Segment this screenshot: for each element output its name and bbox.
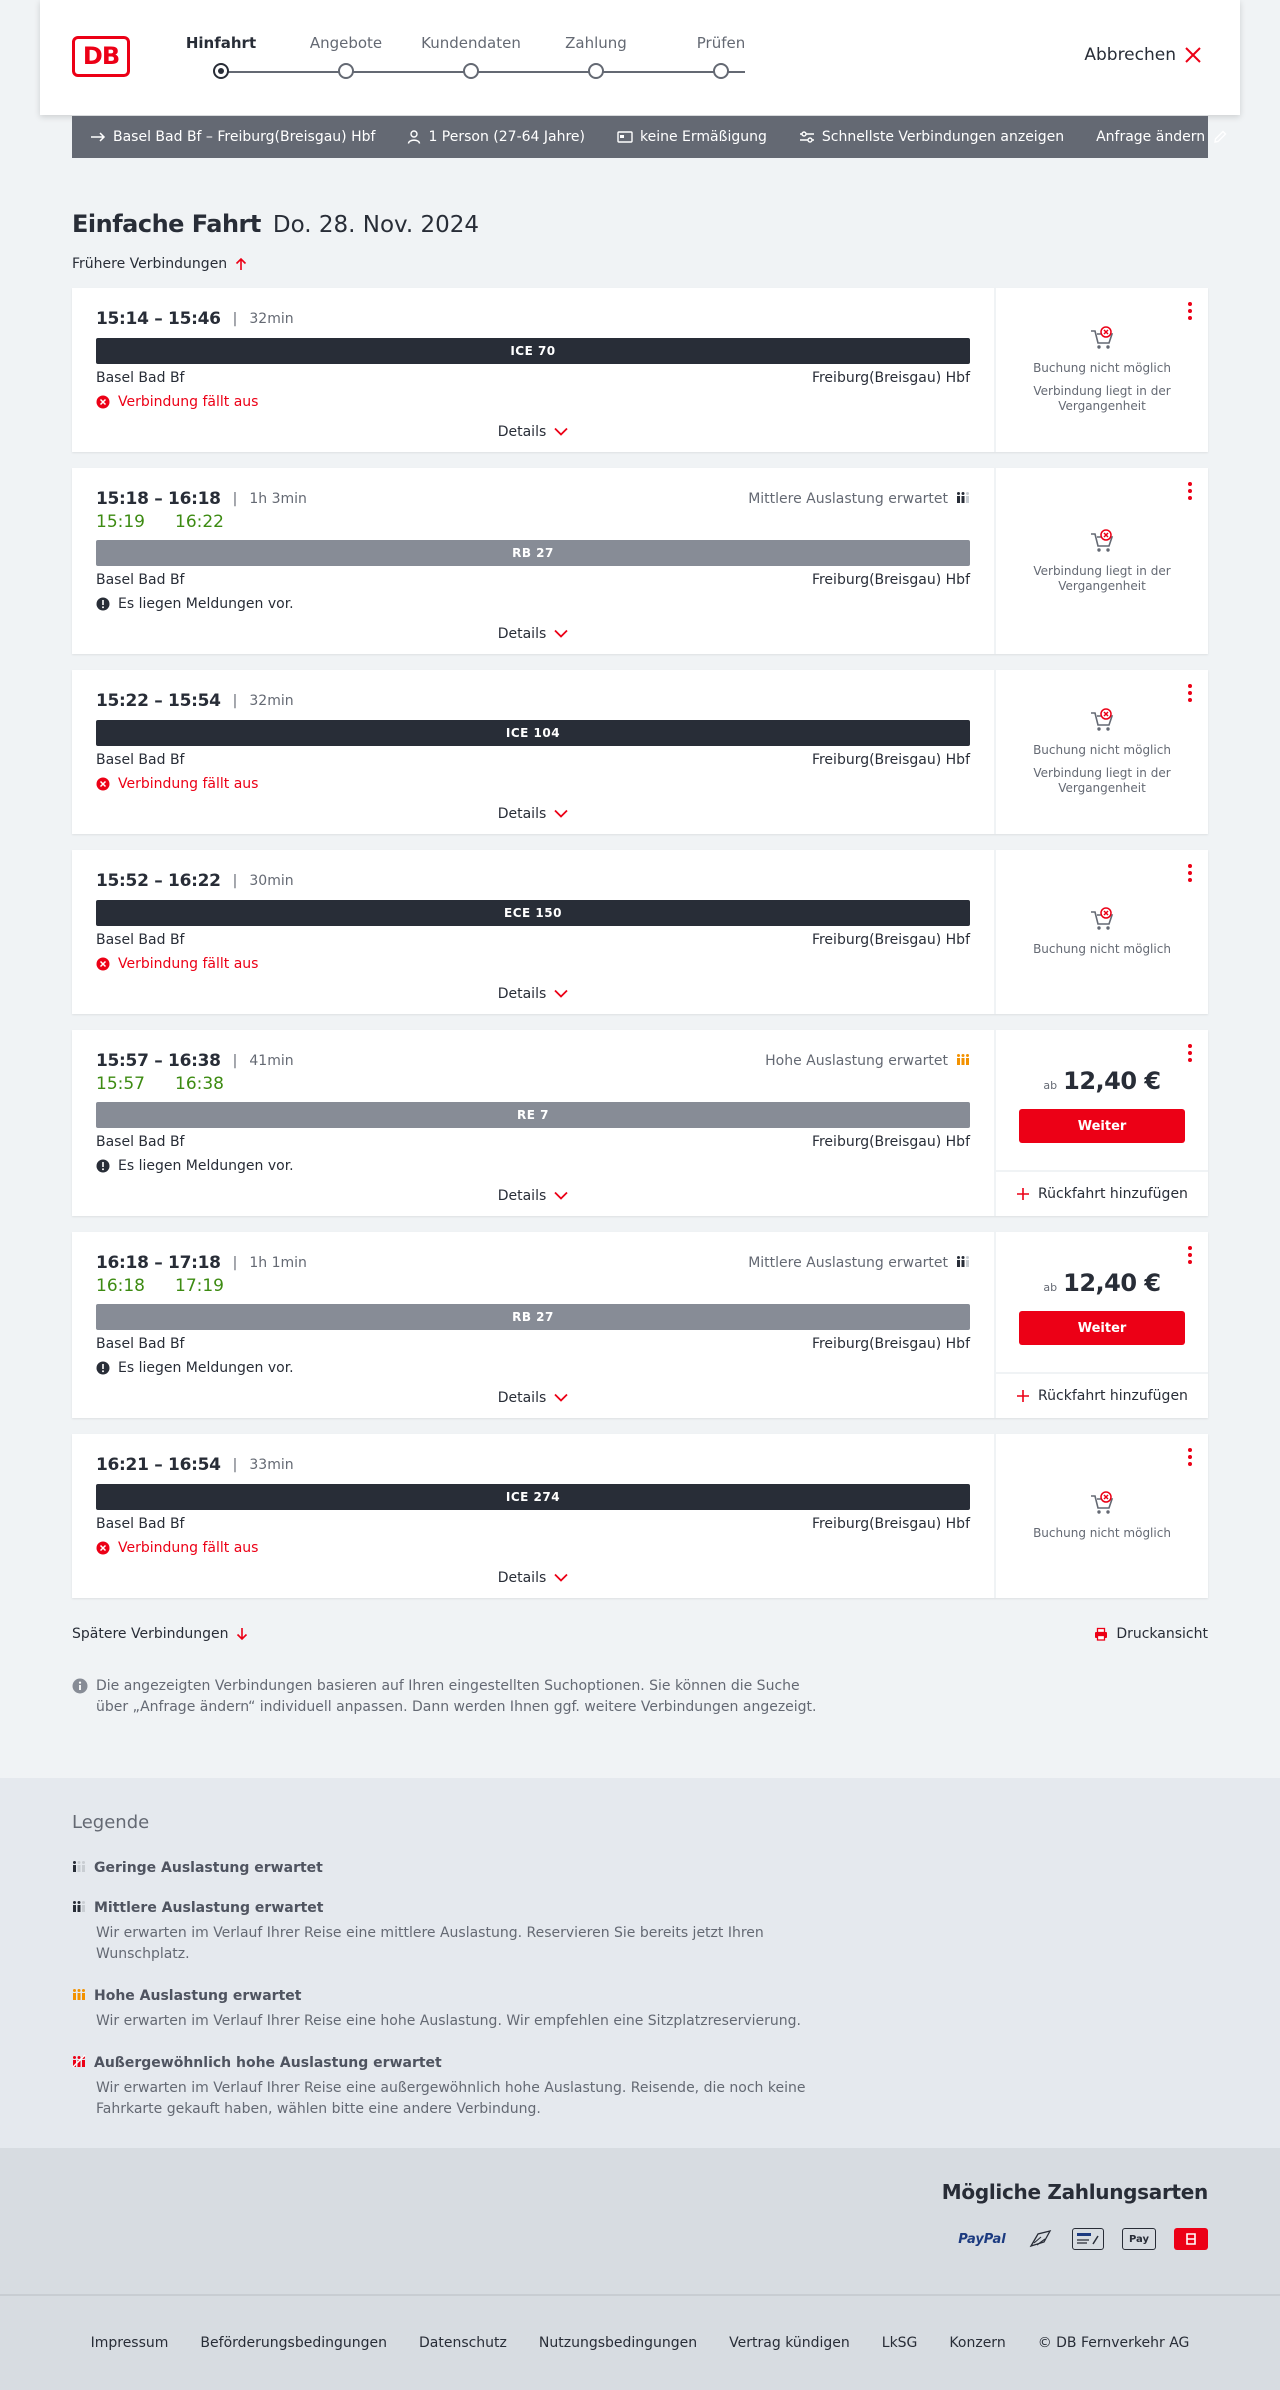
duration: 33min (249, 1457, 294, 1473)
plus-icon (1016, 1187, 1030, 1201)
realtime-departure: 15:57 (96, 1074, 145, 1094)
connection-list (72, 288, 1208, 1598)
stations-row (96, 370, 970, 386)
cancel-button[interactable] (1084, 45, 1202, 65)
planned-times: 16:18 – 17:18 (96, 1253, 221, 1273)
error-icon (96, 777, 110, 791)
step-dot (463, 63, 479, 79)
cancellation-message (96, 394, 970, 410)
train-bar[interactable]: ICE 70 (96, 338, 970, 364)
change-search-button[interactable] (1096, 129, 1227, 145)
legend-title-text: Außergewöhnlich hohe Auslastung erwartet (94, 2055, 442, 2071)
step-dot (713, 63, 729, 79)
legend (72, 1812, 1208, 2120)
legend-items (72, 1859, 1208, 2120)
passenger-text: 1 Person (27-64 Jahre) (428, 129, 585, 145)
connection-info (72, 1030, 996, 1216)
price-prefix: ab (1043, 1079, 1058, 1092)
occupancy-icon (956, 1254, 970, 1272)
chevron-down-icon (554, 1570, 568, 1586)
details-label: Details (497, 806, 547, 822)
info-text: Die angezeigten Verbindungen basieren auf Ihren eingestellten Suchoptionen. Sie können die Suche über „Anfrage ändern“ individuell anpassen. Dann werden Ihnen ggf. weitere Verbindungen angezeigt. (96, 1678, 817, 1715)
occupancy-label: Mittlere Auslastung erwartet (748, 491, 948, 507)
duration: 1h 1min (249, 1255, 307, 1271)
trip-type-title: Einfache Fahrt (72, 210, 261, 238)
step-zahlung (536, 34, 656, 79)
duration: 30min (249, 873, 294, 889)
cart-unavailable-icon (1089, 708, 1115, 737)
footer-link[interactable]: Nutzungsbedingungen (538, 2335, 698, 2351)
unavailable-text: Verbindung liegt in der Vergangenheit (1033, 563, 1171, 593)
duration: 32min (249, 693, 294, 709)
message-text: Es liegen Meldungen vor. (118, 1360, 294, 1376)
search-summary-bar (72, 116, 1208, 158)
error-icon (96, 1541, 110, 1555)
legend-title-text: Hohe Auslastung erwartet (94, 1988, 302, 2004)
legend-item (72, 2054, 1208, 2120)
info-note (72, 1676, 832, 1778)
cancellation-message (96, 776, 970, 792)
occupancy-icon (956, 1052, 970, 1070)
train-bar[interactable]: ICE 104 (96, 720, 970, 746)
stations-row (96, 572, 970, 588)
unavailable-reason: Verbindung liegt in der Vergangenheit (1033, 766, 1171, 795)
occupancy-label: Hohe Auslastung erwartet (765, 1053, 948, 1069)
legend-item-title (72, 2054, 1208, 2072)
legend-title-text: Mittlere Auslastung erwartet (94, 1900, 324, 1916)
destination-station: Freiburg(Breisgau) Hbf (811, 1516, 970, 1532)
connection-card (72, 670, 1208, 834)
separator: | (232, 311, 238, 327)
connection-info (72, 288, 996, 452)
time-row (96, 488, 970, 510)
connection-info (72, 1232, 996, 1418)
origin-station: Basel Bad Bf (96, 370, 185, 386)
message-text: Es liegen Meldungen vor. (118, 596, 294, 612)
passenger-summary (407, 129, 585, 145)
header (0, 0, 1280, 145)
connection-info (72, 850, 996, 1014)
arrow-up-icon (235, 257, 247, 271)
earlier-connections-link[interactable] (72, 256, 247, 272)
occupancy-indicator (765, 1052, 970, 1070)
booking-unavailable (996, 850, 1208, 1014)
separator: | (232, 873, 238, 889)
connection-card (72, 1232, 1208, 1418)
price-value: 12,40 € (1063, 1269, 1161, 1297)
pencil-icon (1213, 130, 1227, 144)
discount-text: keine Ermäßigung (640, 129, 767, 145)
stations-row (96, 1134, 970, 1150)
cart-unavailable-icon (1089, 1491, 1115, 1520)
legend-title-text: Geringe Auslastung erwartet (94, 1860, 323, 1876)
sepa-icon (1072, 2228, 1104, 2250)
separator: | (232, 1053, 238, 1069)
chevron-down-icon (554, 806, 568, 822)
step-hinfahrt (161, 34, 281, 79)
step-label: Kundendaten (421, 34, 521, 52)
train-bar[interactable]: ICE 274 (96, 1484, 970, 1510)
payment-title: Mögliche Zahlungsarten (941, 2180, 1208, 2204)
cancel-label: Abbrechen (1084, 45, 1176, 65)
unavailable-text: Buchung nicht möglich (1033, 942, 1171, 956)
occupancy-indicator (748, 490, 970, 508)
payment-icons (954, 2228, 1208, 2250)
realtime-arrival: 17:19 (175, 1276, 224, 1296)
cancellation-message (96, 956, 970, 972)
details-toggle[interactable] (96, 806, 970, 822)
unavailable-text: Buchung nicht möglich (1033, 743, 1171, 757)
more-options-icon[interactable] (1188, 1044, 1192, 1065)
printer-icon (1094, 1627, 1108, 1641)
booking-panel (996, 468, 1208, 654)
continue-button[interactable]: Weiter (1019, 1109, 1185, 1143)
legend-item (72, 1987, 1208, 2032)
card-icon (617, 131, 633, 143)
alert-icon (96, 1361, 110, 1375)
footer-link[interactable]: Konzern (949, 2335, 1006, 2351)
destination-station: Freiburg(Breisgau) Hbf (811, 1134, 970, 1150)
realtime-departure: 15:19 (96, 512, 145, 532)
chevron-down-icon (554, 1188, 568, 1204)
booking-panel (996, 1232, 1208, 1418)
planned-times: 15:22 – 15:54 (96, 691, 221, 711)
filter-summary (799, 129, 1064, 145)
connection-info (72, 1434, 996, 1598)
time-row (96, 1454, 970, 1476)
connection-card (72, 288, 1208, 452)
planned-times: 16:21 – 16:54 (96, 1455, 221, 1475)
bottom-links (72, 1626, 1208, 1642)
later-connections-link[interactable] (72, 1626, 248, 1642)
step-dot (338, 63, 354, 79)
footer-link: © DB Fernverkehr AG (1037, 2335, 1190, 2351)
booking-panel (996, 670, 1208, 834)
occupancy-icon (72, 1859, 86, 1877)
stations-row (96, 1336, 970, 1352)
error-icon (96, 957, 110, 971)
occupancy-icon (72, 2054, 86, 2072)
more-options-icon[interactable] (1188, 1246, 1192, 1267)
apple-pay-icon (1122, 2228, 1156, 2250)
route-summary (90, 129, 375, 145)
continue-button[interactable]: Weiter (1019, 1311, 1185, 1345)
more-options-icon[interactable] (1188, 864, 1192, 885)
credit-card-icon (1028, 2228, 1054, 2250)
planned-times: 15:57 – 16:38 (96, 1051, 221, 1071)
chevron-down-icon (554, 424, 568, 440)
planned-times: 15:18 – 16:18 (96, 489, 221, 509)
step-pruefen (661, 34, 781, 79)
price (1043, 1067, 1160, 1095)
train-bar[interactable]: RB 27 (96, 540, 970, 566)
price-box (996, 1232, 1208, 1372)
duration: 41min (249, 1053, 294, 1069)
print-view-link[interactable] (1094, 1626, 1208, 1642)
legend-item (72, 1859, 1208, 1877)
step-dot (588, 63, 604, 79)
page-title (72, 210, 1208, 238)
booking-unavailable (996, 288, 1208, 452)
destination-station: Freiburg(Breisgau) Hbf (811, 572, 970, 588)
arrow-down-icon (236, 1627, 248, 1641)
realtime-arrival: 16:38 (175, 1074, 224, 1094)
filter-icon (799, 131, 815, 143)
more-options-icon[interactable] (1188, 302, 1192, 323)
stations-row (96, 932, 970, 948)
chevron-down-icon (554, 1390, 568, 1406)
duration: 32min (249, 311, 294, 327)
stations-row (96, 1516, 970, 1532)
details-toggle[interactable] (96, 424, 970, 440)
realtime-row (96, 1074, 970, 1094)
legend-description: Wir erwarten im Verlauf Ihrer Reise eine außergewöhnlich hohe Auslastung. Reisende, die noch keine Fahrkarte gekauft haben, wählen bitte eine andere Verbindung. (96, 2080, 806, 2117)
time-row (96, 690, 970, 712)
later-label: Spätere Verbindungen (72, 1626, 229, 1642)
origin-station: Basel Bad Bf (96, 752, 185, 768)
booking-panel (996, 1434, 1208, 1598)
notice-message (96, 596, 970, 612)
notice-message (96, 1360, 970, 1376)
planned-times: 15:14 – 15:46 (96, 309, 221, 329)
details-label: Details (497, 424, 547, 440)
message-text: Verbindung fällt aus (118, 1540, 259, 1556)
chevron-down-icon (554, 626, 568, 642)
footer-link[interactable]: Impressum (90, 2335, 169, 2351)
realtime-departure: 16:18 (96, 1276, 145, 1296)
occupancy-indicator (748, 1254, 970, 1272)
booking-panel (996, 288, 1208, 452)
print-label: Druckansicht (1116, 1626, 1208, 1642)
error-icon (96, 395, 110, 409)
discount-summary (617, 129, 767, 145)
step-label: Angebote (309, 34, 383, 52)
details-toggle[interactable] (96, 626, 970, 642)
add-return-trip-button[interactable] (996, 1372, 1208, 1418)
add-return-trip-button[interactable] (996, 1170, 1208, 1216)
destination-station: Freiburg(Breisgau) Hbf (811, 932, 970, 948)
connection-info (72, 468, 996, 654)
origin-station: Basel Bad Bf (96, 932, 185, 948)
more-options-icon[interactable] (1188, 482, 1192, 503)
details-label: Details (497, 1570, 547, 1586)
price-prefix: ab (1043, 1281, 1058, 1294)
cart-unavailable-icon (1089, 326, 1115, 355)
main-content (72, 210, 1208, 1778)
legend-description: Wir erwarten im Verlauf Ihrer Reise eine mittlere Auslastung. Reservieren Sie bereits jetzt Ihren Wunschplatz. (96, 1925, 764, 1962)
footer-link[interactable]: Vertrag kündigen (729, 2335, 850, 2351)
time-row (96, 1050, 970, 1072)
unavailable-reason: Verbindung liegt in der Vergangenheit (1033, 384, 1171, 413)
details-toggle[interactable] (96, 1188, 970, 1204)
details-label: Details (497, 1188, 547, 1204)
details-toggle[interactable] (96, 986, 970, 1002)
more-options-icon[interactable] (1188, 684, 1192, 705)
step-angebote (286, 34, 406, 79)
earlier-label: Frühere Verbindungen (72, 256, 228, 272)
connection-info (72, 670, 996, 834)
stations-row (96, 752, 970, 768)
occupancy-icon (956, 490, 970, 508)
origin-station: Basel Bad Bf (96, 1134, 185, 1150)
time-row (96, 1252, 970, 1274)
db-logo[interactable]: DB (72, 36, 130, 77)
price (1043, 1269, 1160, 1297)
booking-unavailable (996, 1434, 1208, 1598)
cancellation-message (96, 1540, 970, 1556)
step-kundendaten (411, 34, 531, 79)
time-row (96, 870, 970, 892)
occupancy-icon (72, 1899, 86, 1917)
details-toggle[interactable] (96, 1390, 970, 1406)
separator: | (232, 693, 238, 709)
details-label: Details (497, 1390, 547, 1406)
legend-item-title (72, 1987, 1208, 2005)
connection-card (72, 1434, 1208, 1598)
legend-item-title (72, 1899, 1208, 1917)
separator: | (232, 1255, 238, 1271)
step-label: Zahlung (565, 34, 627, 52)
alert-icon (96, 1159, 110, 1173)
footer-link[interactable]: LkSG (881, 2335, 918, 2351)
legend-description: Wir erwarten im Verlauf Ihrer Reise eine hohe Auslastung. Wir empfehlen eine Sitzplatzreservierung. (96, 2013, 801, 2029)
info-icon (72, 1678, 88, 1694)
origin-station: Basel Bad Bf (96, 1336, 185, 1352)
planned-times: 15:52 – 16:22 (96, 871, 221, 891)
realtime-row (96, 1276, 970, 1296)
booking-unavailable (996, 670, 1208, 834)
occupancy-icon (72, 1987, 86, 2005)
return-trip-label: Rückfahrt hinzufügen (1038, 1388, 1188, 1404)
step-label: Hinfahrt (185, 34, 257, 52)
separator: | (232, 1457, 238, 1473)
cart-unavailable-icon (1089, 907, 1115, 936)
destination-station: Freiburg(Breisgau) Hbf (811, 370, 970, 386)
notice-message (96, 1158, 970, 1174)
message-text: Verbindung fällt aus (118, 956, 259, 972)
message-text: Verbindung fällt aus (118, 776, 259, 792)
occupancy-label: Mittlere Auslastung erwartet (748, 1255, 948, 1271)
apple-pay-label: Pay (1128, 2233, 1150, 2245)
plus-icon (1016, 1389, 1030, 1403)
destination-station: Freiburg(Breisgau) Hbf (811, 1336, 970, 1352)
booking-panel (996, 850, 1208, 1014)
train-bar[interactable]: RE 7 (96, 1102, 970, 1128)
price-box (996, 1030, 1208, 1170)
train-bar[interactable]: RB 27 (96, 1304, 970, 1330)
details-label: Details (497, 986, 547, 1002)
origin-station: Basel Bad Bf (96, 1516, 185, 1532)
booking-panel (996, 1030, 1208, 1216)
change-search-label: Anfrage ändern (1096, 129, 1206, 145)
person-icon (407, 130, 421, 144)
close-icon (1184, 46, 1202, 64)
payment-section (0, 2148, 1280, 2294)
alert-icon (96, 597, 110, 611)
header-card (40, 0, 1240, 115)
db-icon (1174, 2228, 1208, 2250)
cart-unavailable-icon (1089, 529, 1115, 558)
progress-stepper (185, 34, 756, 84)
realtime-arrival: 16:22 (175, 512, 224, 532)
trip-date: Do. 28. Nov. 2024 (272, 212, 480, 238)
destination-station: Freiburg(Breisgau) Hbf (811, 752, 970, 768)
origin-station: Basel Bad Bf (96, 572, 185, 588)
time-row (96, 308, 970, 330)
more-options-icon[interactable] (1188, 1448, 1192, 1469)
connection-card (72, 850, 1208, 1014)
chevron-down-icon (554, 986, 568, 1002)
step-dot (213, 63, 229, 79)
arrow-right-icon (90, 132, 106, 142)
train-bar[interactable]: ECE 150 (96, 900, 970, 926)
route-text: Basel Bad Bf – Freiburg(Breisgau) Hbf (113, 129, 376, 145)
realtime-row (96, 512, 970, 532)
message-text: Es liegen Meldungen vor. (118, 1158, 294, 1174)
step-label: Prüfen (696, 34, 746, 52)
price-value: 12,40 € (1063, 1067, 1161, 1095)
return-trip-label: Rückfahrt hinzufügen (1038, 1186, 1188, 1202)
paypal-icon: PayPal (958, 2231, 1006, 2247)
footer-link[interactable]: Datenschutz (418, 2335, 507, 2351)
legend-title: Legende (72, 1812, 150, 1833)
duration: 1h 3min (249, 491, 307, 507)
footer-link[interactable]: Beförderungsbedingungen (200, 2335, 387, 2351)
connection-card (72, 468, 1208, 654)
separator: | (232, 491, 238, 507)
details-toggle[interactable] (96, 1570, 970, 1586)
filter-text: Schnellste Verbindungen anzeigen (821, 129, 1065, 145)
footer (0, 2294, 1280, 2390)
legend-item-title (72, 1859, 1208, 1877)
legend-item (72, 1899, 1208, 1965)
unavailable-text: Buchung nicht möglich (1033, 361, 1171, 375)
legend-section (0, 1778, 1280, 2148)
connection-card (72, 1030, 1208, 1216)
details-label: Details (497, 626, 547, 642)
unavailable-text: Buchung nicht möglich (1033, 1526, 1171, 1540)
booking-unavailable (996, 468, 1208, 654)
message-text: Verbindung fällt aus (118, 394, 259, 410)
